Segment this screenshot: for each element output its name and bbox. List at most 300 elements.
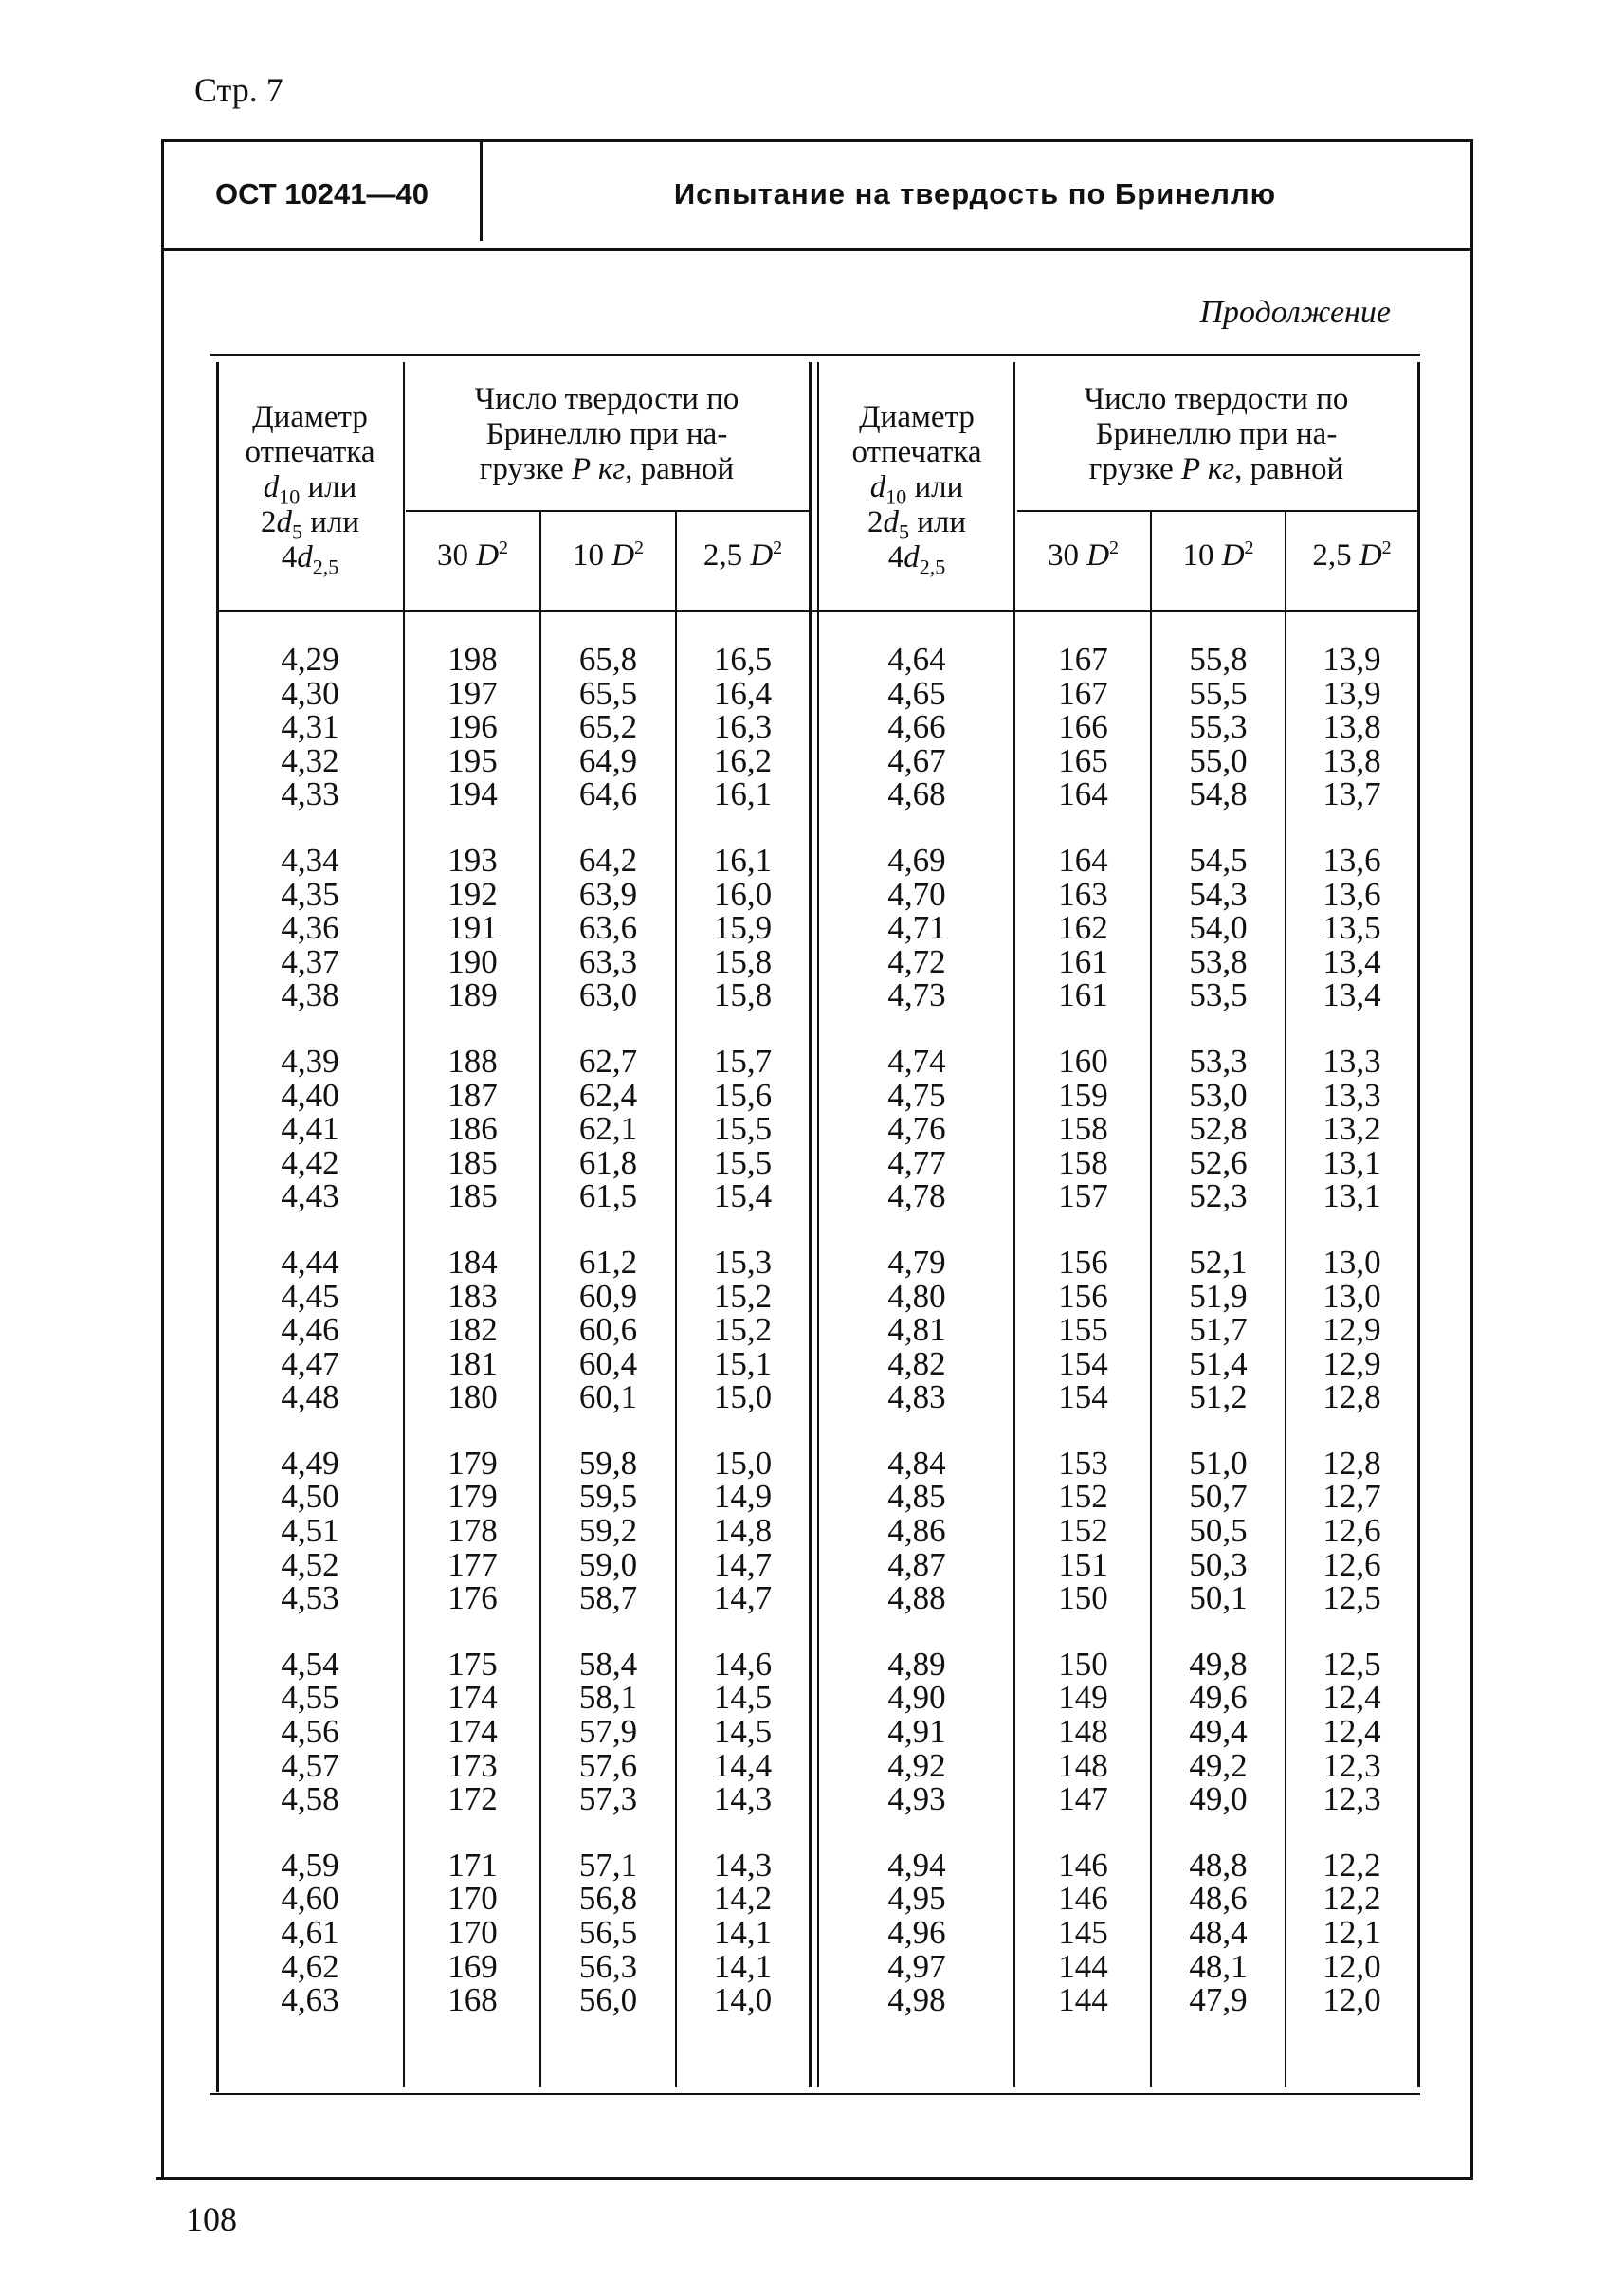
hb-25d2-column-left	[677, 643, 809, 2017]
table-cell: 12,9	[1323, 1344, 1381, 1382]
table-cell: 50,5	[1189, 1512, 1248, 1550]
table-cell: 61,8	[578, 1143, 638, 1181]
group-spacer	[1152, 1816, 1285, 1849]
diameter-header-right: Диаметр отпечатка $d_{10}$ или $2d_5$ или $4d_{2,5}$	[851, 400, 982, 579]
group-spacer	[406, 1414, 539, 1447]
table-cell: 56,0	[578, 1981, 638, 2019]
table-cell: 15,6	[713, 1076, 773, 1114]
table-cell: 153	[1058, 1444, 1108, 1482]
table-cell: 171	[447, 1846, 498, 1884]
table-cell: 4,70	[887, 875, 946, 913]
table-cell: 12,2	[1323, 1846, 1381, 1884]
group-spacer	[1152, 1615, 1285, 1648]
group-spacer	[541, 1012, 675, 1045]
table-cell: 14,2	[713, 1880, 773, 1918]
column-divider	[1013, 362, 1015, 2087]
table-cell: 4,82	[887, 1344, 946, 1382]
hb-25d2-column-right	[1286, 643, 1417, 2017]
table-cell: 150	[1058, 1579, 1108, 1617]
table-cell: 50,3	[1189, 1545, 1248, 1583]
table-cell: 4,74	[887, 1042, 946, 1080]
table-cell: 4,79	[887, 1243, 946, 1281]
table-cell: 172	[447, 1780, 498, 1818]
table-cell: 53,0	[1189, 1076, 1248, 1114]
group-spacer	[1286, 811, 1417, 844]
table-cell: 164	[1058, 775, 1108, 813]
table-cell: 56,5	[578, 1914, 638, 1951]
table-cell: 57,3	[578, 1780, 638, 1818]
table-cell: 62,4	[578, 1076, 638, 1114]
center-double-rule	[817, 362, 819, 2087]
table-cell: 58,1	[578, 1679, 638, 1717]
table-cell: 55,3	[1189, 708, 1248, 746]
table-cell: 4,76	[887, 1110, 946, 1148]
table-cell: 15,2	[713, 1311, 773, 1349]
table-cell: 4,77	[887, 1143, 946, 1181]
group-spacer	[677, 1213, 809, 1246]
table-cell: 173	[447, 1746, 498, 1784]
group-spacer	[677, 811, 809, 844]
table-cell: 4,88	[887, 1579, 946, 1617]
table-cell: 189	[447, 976, 498, 1014]
group-spacer	[677, 1012, 809, 1045]
table-cell: 4,44	[281, 1243, 339, 1281]
table-cell: 4,37	[281, 942, 339, 980]
table-cell: 13,1	[1323, 1177, 1381, 1215]
table-cell: 54,8	[1189, 775, 1248, 813]
table-cell: 4,38	[281, 976, 339, 1014]
group-spacer	[1152, 1012, 1285, 1045]
table-cell: 59,5	[578, 1478, 638, 1516]
table-cell: 156	[1058, 1243, 1108, 1281]
table-cell: 49,6	[1189, 1679, 1248, 1717]
table-cell: 48,1	[1189, 1947, 1248, 1985]
table-cell: 48,8	[1189, 1846, 1248, 1884]
table-cell: 154	[1058, 1344, 1108, 1382]
table-cell: 157	[1058, 1177, 1108, 1215]
table-cell: 162	[1058, 909, 1108, 947]
hb-30d2-column-right	[1016, 643, 1150, 2017]
table-cell: 52,1	[1189, 1243, 1248, 1281]
table-cell: 181	[447, 1344, 498, 1382]
table-cell: 4,90	[887, 1679, 946, 1717]
table-bottom-rule	[210, 2093, 1420, 2095]
table-cell: 4,54	[281, 1645, 339, 1683]
table-cell: 65,5	[578, 674, 638, 712]
table-cell: 4,80	[887, 1277, 946, 1315]
table-cell: 15,5	[713, 1110, 773, 1148]
table-cell: 152	[1058, 1478, 1108, 1516]
table-cell: 51,0	[1189, 1444, 1248, 1482]
group-spacer	[821, 1213, 1013, 1246]
table-cell: 190	[447, 942, 498, 980]
table-cell: 164	[1058, 841, 1108, 879]
table-cell: 50,7	[1189, 1478, 1248, 1516]
table-cell: 63,6	[578, 909, 638, 947]
table-cell: 4,68	[887, 775, 946, 813]
table-cell: 4,58	[281, 1780, 339, 1818]
table-cell: 155	[1058, 1311, 1108, 1349]
table-cell: 4,89	[887, 1645, 946, 1683]
group-spacer	[821, 1414, 1013, 1447]
table-cell: 177	[447, 1545, 498, 1583]
hb-10d2-column-right	[1152, 643, 1285, 2017]
table-cell: 4,84	[887, 1444, 946, 1482]
document-code: ОСТ 10241—40	[215, 176, 429, 210]
group-spacer	[1152, 1213, 1285, 1246]
table-top-rule	[210, 354, 1420, 356]
table-cell: 4,32	[281, 741, 339, 779]
table-cell: 16,5	[713, 641, 773, 678]
table-cell: 14,7	[713, 1579, 773, 1617]
table-cell: 4,96	[887, 1914, 946, 1951]
group-spacer	[821, 1816, 1013, 1849]
table-cell: 13,9	[1323, 641, 1381, 678]
table-cell: 168	[447, 1981, 498, 2019]
table-cell: 4,69	[887, 841, 946, 879]
table-cell: 161	[1058, 942, 1108, 980]
table-cell: 4,63	[281, 1981, 339, 2019]
table-cell: 59,0	[578, 1545, 638, 1583]
table-cell: 50,1	[1189, 1579, 1248, 1617]
table-cell: 180	[447, 1378, 498, 1416]
table-cell: 53,3	[1189, 1042, 1248, 1080]
table-cell: 160	[1058, 1042, 1108, 1080]
table-cell: 4,91	[887, 1713, 946, 1751]
center-double-rule	[809, 362, 812, 2087]
table-cell: 12,0	[1323, 1981, 1381, 2019]
table-cell: 51,7	[1189, 1311, 1248, 1349]
group-spacer	[541, 1213, 675, 1246]
table-cell: 15,0	[713, 1444, 773, 1482]
table-cell: 58,4	[578, 1645, 638, 1683]
group-spacer	[541, 1615, 675, 1648]
table-cell: 4,57	[281, 1746, 339, 1784]
table-cell: 14,1	[713, 1947, 773, 1985]
table-cell: 16,4	[713, 674, 773, 712]
table-cell: 12,4	[1323, 1679, 1381, 1717]
group-spacer	[220, 1213, 400, 1246]
table-cell: 4,34	[281, 841, 339, 879]
group-spacer	[1016, 1213, 1150, 1246]
table-cell: 159	[1058, 1076, 1108, 1114]
table-cell: 13,5	[1323, 909, 1381, 947]
table-cell: 65,2	[578, 708, 638, 746]
table-cell: 59,8	[578, 1444, 638, 1482]
hb-30d2-column-left	[406, 643, 539, 2017]
table-cell: 14,7	[713, 1545, 773, 1583]
table-cell: 47,9	[1189, 1981, 1248, 2019]
table-cell: 12,9	[1323, 1311, 1381, 1349]
table-cell: 12,6	[1323, 1512, 1381, 1550]
table-cell: 4,62	[281, 1947, 339, 1985]
table-cell: 167	[1058, 641, 1108, 678]
table-cell: 53,8	[1189, 942, 1248, 980]
table-cell: 163	[1058, 875, 1108, 913]
table-cell: 13,3	[1323, 1042, 1381, 1080]
table-cell: 4,78	[887, 1177, 946, 1215]
load-header-30d2-left: 30 $D^2$	[436, 537, 509, 573]
table-cell: 4,83	[887, 1378, 946, 1416]
table-cell: 4,61	[281, 1914, 339, 1951]
table-cell: 4,98	[887, 1981, 946, 2019]
load-header-25d2-right: 2,5 $D^2$	[1312, 537, 1392, 573]
table-cell: 12,0	[1323, 1947, 1381, 1985]
group-spacer	[406, 1615, 539, 1648]
table-cell: 13,8	[1323, 708, 1381, 746]
table-cell: 52,8	[1189, 1110, 1248, 1148]
table-cell: 4,48	[281, 1378, 339, 1416]
table-cell: 185	[447, 1177, 498, 1215]
column-divider	[403, 362, 405, 2087]
table-cell: 4,81	[887, 1311, 946, 1349]
table-cell: 12,1	[1323, 1914, 1381, 1951]
table-cell: 12,7	[1323, 1478, 1381, 1516]
table-cell: 14,5	[713, 1713, 773, 1751]
table-cell: 161	[1058, 976, 1108, 1014]
table-cell: 64,2	[578, 841, 638, 879]
table-cell: 14,9	[713, 1478, 773, 1516]
table-cell: 4,55	[281, 1679, 339, 1717]
table-cell: 186	[447, 1110, 498, 1148]
table-cell: 146	[1058, 1880, 1108, 1918]
load-header-30d2-right: 30 $D^2$	[1047, 537, 1120, 573]
table-cell: 4,49	[281, 1444, 339, 1482]
group-spacer	[541, 1414, 675, 1447]
table-cell: 169	[447, 1947, 498, 1985]
table-cell: 179	[447, 1478, 498, 1516]
diameter-column-right	[821, 643, 1013, 2017]
table-cell: 12,8	[1323, 1378, 1381, 1416]
table-cell: 150	[1058, 1645, 1108, 1683]
table-cell: 63,0	[578, 976, 638, 1014]
group-spacer	[541, 811, 675, 844]
table-cell: 165	[1058, 741, 1108, 779]
table-cell: 4,43	[281, 1177, 339, 1215]
table-cell: 188	[447, 1042, 498, 1080]
table-cell: 154	[1058, 1378, 1108, 1416]
load-header-10d2-left: 10 $D^2$	[572, 537, 645, 573]
table-cell: 170	[447, 1914, 498, 1951]
table-cell: 13,6	[1323, 875, 1381, 913]
table-cell: 4,42	[281, 1143, 339, 1181]
left-subheader-rule	[406, 510, 809, 512]
table-cell: 60,6	[578, 1311, 638, 1349]
table-cell: 13,8	[1323, 741, 1381, 779]
table-cell: 187	[447, 1076, 498, 1114]
group-spacer	[220, 1816, 400, 1849]
group-spacer	[220, 811, 400, 844]
table-cell: 64,9	[578, 741, 638, 779]
table-cell: 65,8	[578, 641, 638, 678]
table-cell: 49,4	[1189, 1713, 1248, 1751]
table-cell: 4,41	[281, 1110, 339, 1148]
load-header-10d2-right: 10 $D^2$	[1182, 537, 1254, 573]
table-cell: 4,93	[887, 1780, 946, 1818]
header-divider	[161, 248, 1470, 251]
table-cell: 13,1	[1323, 1143, 1381, 1181]
table-cell: 15,4	[713, 1177, 773, 1215]
table-cell: 49,0	[1189, 1780, 1248, 1818]
table-cell: 14,0	[713, 1981, 773, 2019]
table-cell: 4,60	[281, 1880, 339, 1918]
table-cell: 4,45	[281, 1277, 339, 1315]
group-spacer	[1286, 1213, 1417, 1246]
table-cell: 62,7	[578, 1042, 638, 1080]
table-cell: 185	[447, 1143, 498, 1181]
group-spacer	[406, 1816, 539, 1849]
table-cell: 176	[447, 1579, 498, 1617]
table-right-border	[1417, 362, 1420, 2087]
table-cell: 14,3	[713, 1780, 773, 1818]
group-spacer	[1286, 1615, 1417, 1648]
table-cell: 197	[447, 674, 498, 712]
table-cell: 145	[1058, 1914, 1108, 1951]
table-cell: 60,9	[578, 1277, 638, 1315]
table-cell: 4,97	[887, 1947, 946, 1985]
hb-10d2-column-left	[541, 643, 675, 2017]
group-spacer	[1016, 1615, 1150, 1648]
table-cell: 158	[1058, 1143, 1108, 1181]
table-cell: 4,66	[887, 708, 946, 746]
table-cell: 4,64	[887, 641, 946, 678]
group-spacer	[1152, 1414, 1285, 1447]
diameter-header-left: Диаметр отпечатка $d_{10}$ или $2d_5$ или $4d_{2,5}$	[245, 400, 375, 579]
page-number: 108	[186, 2200, 237, 2238]
group-spacer	[1016, 1012, 1150, 1045]
table-cell: 15,1	[713, 1344, 773, 1382]
table-cell: 4,67	[887, 741, 946, 779]
table-cell: 14,1	[713, 1914, 773, 1951]
table-cell: 4,46	[281, 1311, 339, 1349]
table-cell: 52,6	[1189, 1143, 1248, 1181]
table-cell: 174	[447, 1679, 498, 1717]
table-cell: 182	[447, 1311, 498, 1349]
table-cell: 16,1	[713, 841, 773, 879]
table-cell: 13,4	[1323, 976, 1381, 1014]
table-cell: 13,0	[1323, 1243, 1381, 1281]
table-cell: 13,7	[1323, 775, 1381, 813]
group-spacer	[1286, 1414, 1417, 1447]
table-cell: 57,6	[578, 1746, 638, 1784]
table-cell: 4,31	[281, 708, 339, 746]
table-cell: 179	[447, 1444, 498, 1482]
table-cell: 4,40	[281, 1076, 339, 1114]
load-header-25d2-left: 2,5 $D^2$	[703, 537, 783, 573]
table-cell: 4,87	[887, 1545, 946, 1583]
table-cell: 196	[447, 708, 498, 746]
document-title: Испытание на твердость по Бринеллю	[673, 176, 1277, 210]
table-cell: 49,8	[1189, 1645, 1248, 1683]
table-cell: 13,3	[1323, 1076, 1381, 1114]
table-cell: 51,2	[1189, 1378, 1248, 1416]
group-spacer	[1016, 1414, 1150, 1447]
table-cell: 193	[447, 841, 498, 879]
table-cell: 4,73	[887, 976, 946, 1014]
table-cell: 57,1	[578, 1846, 638, 1884]
table-cell: 4,56	[281, 1713, 339, 1751]
table-cell: 14,5	[713, 1679, 773, 1717]
table-cell: 49,2	[1189, 1746, 1248, 1784]
group-spacer	[821, 1012, 1013, 1045]
group-spacer	[821, 811, 1013, 844]
table-cell: 13,2	[1323, 1110, 1381, 1148]
group-spacer	[1016, 811, 1150, 844]
table-cell: 4,35	[281, 875, 339, 913]
table-cell: 51,4	[1189, 1344, 1248, 1382]
table-cell: 14,3	[713, 1846, 773, 1884]
table-cell: 178	[447, 1512, 498, 1550]
table-cell: 55,0	[1189, 741, 1248, 779]
table-cell: 147	[1058, 1780, 1108, 1818]
table-cell: 55,8	[1189, 641, 1248, 678]
table-cell: 16,3	[713, 708, 773, 746]
table-cell: 184	[447, 1243, 498, 1281]
table-cell: 12,4	[1323, 1713, 1381, 1751]
table-cell: 198	[447, 641, 498, 678]
hardness-header-right: Число твердости по Бринеллю при на- грузке P кг, равной	[1084, 382, 1349, 486]
table-cell: 63,3	[578, 942, 638, 980]
table-cell: 14,4	[713, 1746, 773, 1784]
table-cell: 12,3	[1323, 1746, 1381, 1784]
table-cell: 4,50	[281, 1478, 339, 1516]
table-cell: 144	[1058, 1981, 1108, 2019]
diameter-column-left	[220, 643, 400, 2017]
table-cell: 194	[447, 775, 498, 813]
group-spacer	[821, 1615, 1013, 1648]
table-cell: 4,85	[887, 1478, 946, 1516]
table-left-border	[216, 362, 219, 2092]
group-spacer	[406, 1213, 539, 1246]
table-cell: 52,3	[1189, 1177, 1248, 1215]
group-spacer	[677, 1816, 809, 1849]
table-cell: 12,8	[1323, 1444, 1381, 1482]
table-cell: 13,9	[1323, 674, 1381, 712]
table-cell: 152	[1058, 1512, 1108, 1550]
table-cell: 15,8	[713, 976, 773, 1014]
table-cell: 144	[1058, 1947, 1108, 1985]
table-cell: 13,4	[1323, 942, 1381, 980]
table-cell: 51,9	[1189, 1277, 1248, 1315]
table-cell: 54,5	[1189, 841, 1248, 879]
table-cell: 15,9	[713, 909, 773, 947]
table-cell: 4,33	[281, 775, 339, 813]
group-spacer	[677, 1414, 809, 1447]
table-cell: 148	[1058, 1713, 1108, 1751]
table-cell: 192	[447, 875, 498, 913]
table-cell: 4,95	[887, 1880, 946, 1918]
table-cell: 4,52	[281, 1545, 339, 1583]
table-cell: 13,0	[1323, 1277, 1381, 1315]
table-cell: 58,7	[578, 1579, 638, 1617]
table-cell: 4,39	[281, 1042, 339, 1080]
table-cell: 54,0	[1189, 909, 1248, 947]
group-spacer	[541, 1816, 675, 1849]
group-spacer	[220, 1012, 400, 1045]
table-cell: 15,3	[713, 1243, 773, 1281]
table-cell: 4,30	[281, 674, 339, 712]
table-cell: 53,5	[1189, 976, 1248, 1014]
table-cell: 195	[447, 741, 498, 779]
table-cell: 151	[1058, 1545, 1108, 1583]
table-cell: 12,5	[1323, 1579, 1381, 1617]
table-cell: 175	[447, 1645, 498, 1683]
table-cell: 61,5	[578, 1177, 638, 1215]
table-cell: 16,2	[713, 741, 773, 779]
table-cell: 12,2	[1323, 1880, 1381, 1918]
table-cell: 60,1	[578, 1378, 638, 1416]
table-cell: 12,5	[1323, 1645, 1381, 1683]
